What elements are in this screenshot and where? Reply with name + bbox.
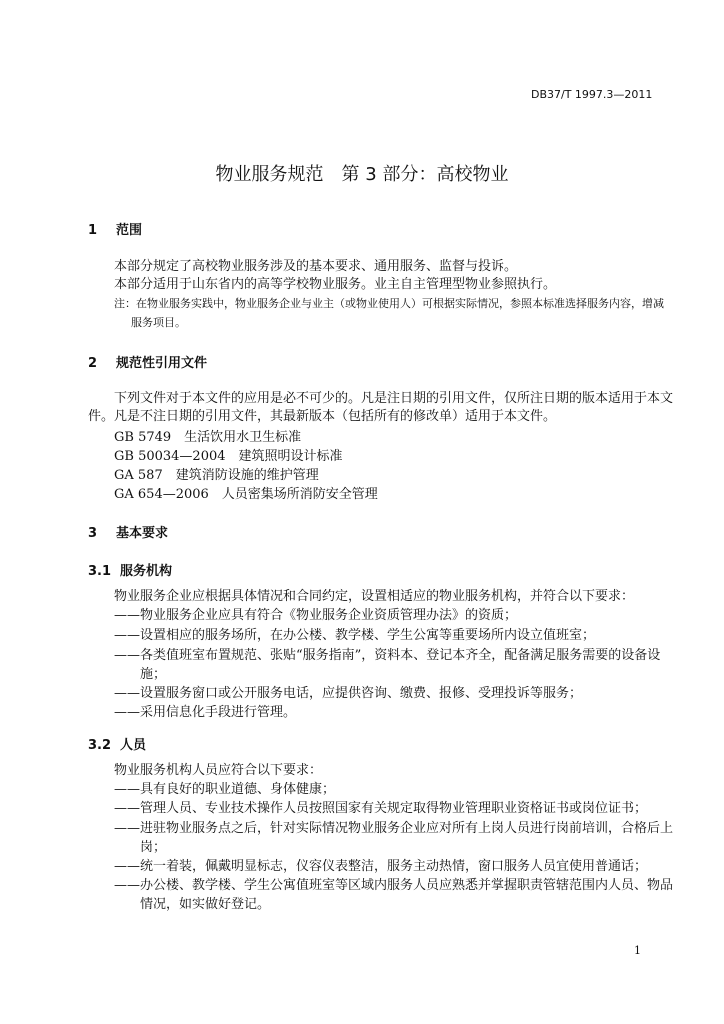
list-item: ——设置服务窗口或公开服务电话，应提供咨询、缴费、报修、受理投诉等服务； (114, 686, 583, 701)
subsection-number: 3.2 (88, 738, 112, 753)
section-2-heading (88, 352, 207, 371)
section-3-heading (88, 522, 168, 541)
list-item: ——办公楼、教学楼、学生公寓值班室等区域内服务人员应熟悉并掌握职责管辖范围内人员、物品 (114, 878, 674, 893)
section-title: 基本要求 (116, 526, 169, 541)
list-item: ——物业服务企业应具有符合《物业服务企业资质管理办法》的资质； (114, 608, 518, 623)
paragraph: 物业服务机构人员应符合以下要求： (114, 763, 323, 778)
list-item: ——进驻物业服务点之后，针对实际情况物业服务企业应对所有上岗人员进行岗前培训，合格后上 (114, 821, 674, 836)
section-number: 1 (88, 223, 98, 238)
document-code: DB37/T 1997.3—2011 (531, 88, 653, 101)
reference-item: GB 5749 生活饮用水卫生标准 (114, 430, 302, 445)
list-item: ——各类值班室布置规范、张贴“服务指南”，资料本、登记本齐全，配备满足服务需要的设备设 (114, 648, 661, 663)
paragraph: 下列文件对于本文件的应用是必不可少的。凡是注日期的引用文件，仅所注日期的版本适用于本文 (114, 391, 674, 406)
list-item: ——具有良好的职业道德、身体健康； (114, 782, 336, 797)
list-item: ——设置相应的服务场所，在办公楼、教学楼、学生公寓等重要场所内设立值班室； (114, 628, 596, 643)
note-line: 注：在物业服务实践中，物业服务企业与业主（或物业使用人）可根据实际情况，参照本标准选择服务内容，增减 (114, 297, 664, 310)
paragraph: 本部分适用于山东省内的高等学校物业服务。业主自主管理型物业参照执行。 (114, 277, 557, 292)
list-item-continuation: 施； (140, 667, 167, 682)
note-line: 服务项目。 (131, 316, 186, 329)
list-item: ——管理人员、专业技术操作人员按照国家有关规定取得物业管理职业资格证书或岗位证书； (114, 801, 648, 816)
section-title: 规范性引用文件 (116, 356, 208, 371)
section-number: 2 (88, 356, 98, 371)
list-item-continuation: 情况，如实做好登记。 (140, 897, 271, 912)
list-item: ——统一着装，佩戴明显标志，仪容仪表整洁，服务主动热情，窗口服务人员宜使用普通话； (114, 859, 648, 874)
reference-item: GB 50034—2004 建筑照明设计标准 (114, 449, 343, 464)
section-1-heading (88, 219, 142, 238)
paragraph: 物业服务企业应根据具体情况和合同约定，设置相适应的物业服务机构，并符合以下要求： (114, 589, 635, 604)
paragraph: 本部分规定了高校物业服务涉及的基本要求、通用服务、监督与投诉。 (114, 259, 518, 274)
section-title: 范围 (116, 223, 143, 238)
list-item-continuation: 岗； (140, 840, 167, 855)
subsection-title: 服务机构 (120, 564, 173, 579)
reference-item: GA 654—2006 人员密集场所消防安全管理 (114, 487, 378, 502)
list-item: ——采用信息化手段进行管理。 (114, 705, 297, 720)
subsection-title: 人员 (120, 738, 147, 753)
paragraph: 件。凡是不注日期的引用文件，其最新版本（包括所有的修改单）适用于本文件。 (88, 409, 557, 424)
subsection-3-1-heading (88, 560, 172, 579)
section-number: 3 (88, 526, 98, 541)
subsection-3-2-heading (88, 734, 146, 753)
subsection-number: 3.1 (88, 564, 112, 579)
reference-item: GA 587 建筑消防设施的维护管理 (114, 468, 319, 483)
page-number: 1 (634, 944, 641, 957)
document-title: 物业服务规范 第 3 部分：高校物业 (215, 164, 509, 185)
